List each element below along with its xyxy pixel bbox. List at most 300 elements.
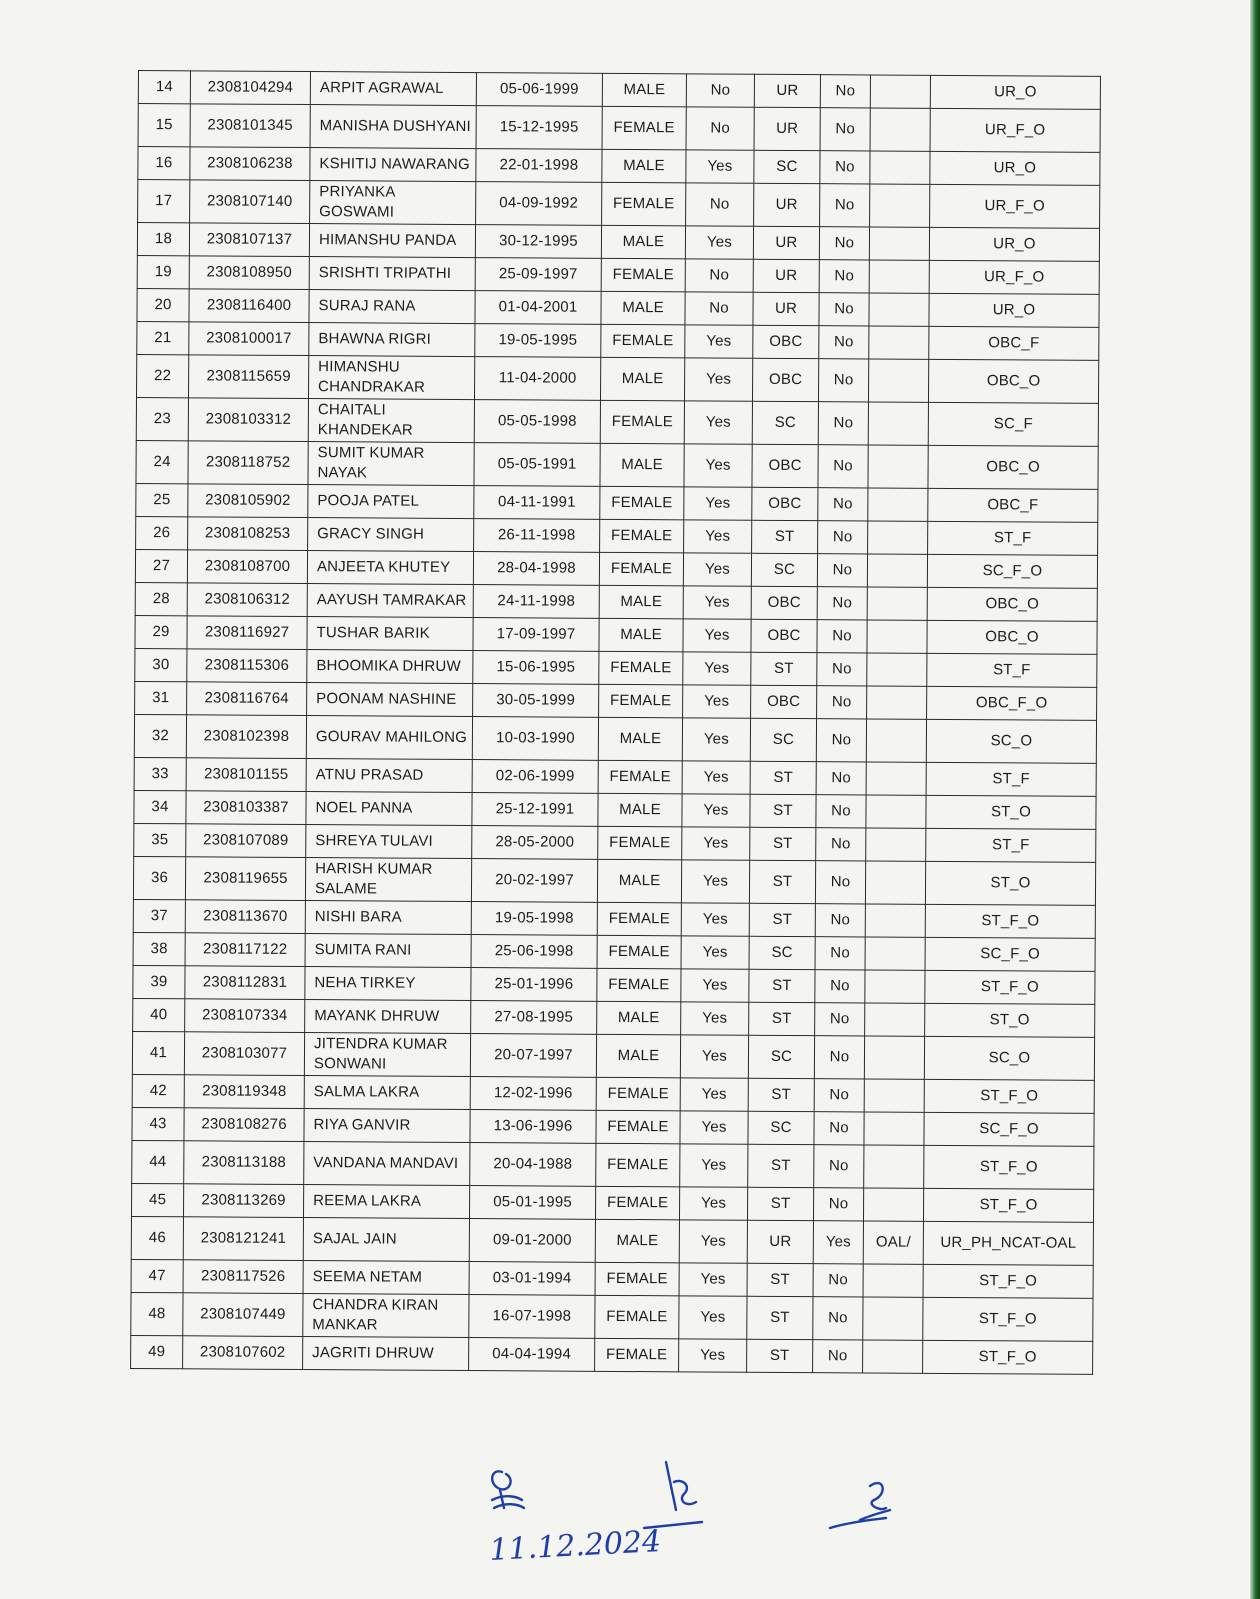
cell-candidate-name: RIYA GANVIR	[304, 1109, 470, 1143]
cell-gender: MALE	[599, 618, 683, 652]
cell-ph: No	[814, 1145, 864, 1188]
cell-domicile: Yes	[680, 1144, 748, 1187]
cell-ph: No	[818, 445, 868, 488]
cell-ph: No	[815, 937, 865, 970]
cell-sno: 41	[132, 1031, 184, 1074]
cell-candidate-name: SUMIT KUMAR NAYAK	[308, 442, 474, 486]
cell-dob: 25-06-1998	[471, 935, 597, 969]
cell-gender: FEMALE	[600, 400, 684, 444]
table-row	[131, 1216, 1093, 1265]
cell-roll-no: 2308107140	[190, 180, 310, 224]
cell-candidate-name: ATNU PRASAD	[306, 759, 472, 793]
cell-candidate-name: ANJEETA KHUTEY	[307, 551, 473, 585]
cell-ph: No	[814, 1036, 864, 1079]
cell-candidate-name: PRIYANKA GOSWAMI	[310, 181, 476, 225]
cell-category: UR	[753, 259, 819, 292]
cell-sub-category	[864, 1145, 924, 1188]
cell-gender: FEMALE	[599, 552, 683, 586]
cell-allotted-category: ST_F_O	[923, 1297, 1093, 1341]
cell-allotted-category: UR_O	[929, 227, 1099, 261]
cell-sub-category	[866, 828, 926, 861]
cell-ph: No	[818, 488, 868, 521]
cell-candidate-name: SHREYA TULAVI	[306, 825, 472, 859]
cell-allotted-category: UR_F_O	[930, 184, 1100, 228]
cell-roll-no: 2308108700	[187, 550, 307, 584]
cell-sub-category	[864, 1112, 924, 1145]
cell-candidate-name: BHAWNA RIGRI	[309, 323, 475, 357]
cell-sno: 26	[136, 516, 188, 549]
cell-roll-no: 2308105902	[188, 484, 308, 518]
cell-sno: 48	[131, 1292, 183, 1335]
cell-category: ST	[749, 903, 815, 936]
cell-roll-no: 2308115306	[187, 649, 307, 683]
cell-roll-no: 2308116400	[189, 289, 309, 323]
cell-roll-no: 2308106312	[187, 583, 307, 617]
cell-gender: FEMALE	[600, 486, 684, 520]
cell-sub-category	[869, 227, 929, 260]
cell-ph: No	[813, 1340, 863, 1373]
cell-domicile: Yes	[682, 718, 750, 761]
cell-roll-no: 2308118752	[188, 441, 308, 485]
cell-sno: 43	[132, 1107, 184, 1140]
cell-sno: 22	[136, 354, 188, 397]
cell-gender: FEMALE	[596, 1110, 680, 1144]
cell-sub-category	[867, 653, 927, 686]
cell-domicile: Yes	[683, 652, 751, 685]
cell-sno: 30	[135, 648, 187, 681]
cell-domicile: Yes	[685, 325, 753, 358]
cell-ph: No	[817, 587, 867, 620]
cell-candidate-name: GOURAV MAHILONG	[306, 716, 472, 760]
cell-domicile: No	[685, 259, 753, 292]
table-row	[138, 104, 1100, 153]
signature-2-stroke	[644, 1462, 702, 1528]
cell-sno: 38	[133, 932, 185, 965]
cell-category: UR	[753, 226, 819, 259]
cell-sno: 17	[138, 180, 190, 223]
cell-ph: No	[820, 184, 870, 227]
cell-allotted-category: OBC_O	[928, 359, 1098, 403]
cell-candidate-name: VANDANA MANDAVI	[304, 1142, 470, 1186]
cell-sno: 33	[134, 757, 186, 790]
cell-gender: FEMALE	[599, 651, 683, 685]
cell-allotted-category: ST_F	[926, 828, 1096, 862]
cell-dob: 25-12-1991	[472, 793, 598, 827]
cell-sub-category	[867, 554, 927, 587]
cell-candidate-name: SURAJ RANA	[309, 290, 475, 324]
cell-ph: No	[819, 227, 869, 260]
cell-candidate-name: SRISHTI TRIPATHI	[309, 257, 475, 291]
cell-category: ST	[750, 761, 816, 794]
cell-sno: 29	[135, 615, 187, 648]
cell-candidate-name: TUSHAR BARIK	[307, 617, 473, 651]
cell-dob: 16-07-1998	[469, 1295, 595, 1339]
cell-roll-no: 2308101155	[186, 758, 306, 792]
cell-roll-no: 2308100017	[189, 322, 309, 356]
cell-dob: 28-04-1998	[473, 552, 599, 586]
cell-roll-no: 2308112831	[185, 966, 305, 1000]
cell-roll-no: 2308103077	[184, 1032, 304, 1076]
cell-sub-category	[867, 620, 927, 653]
cell-gender: FEMALE	[598, 760, 682, 794]
cell-category: UR	[747, 1220, 813, 1263]
cell-gender: MALE	[597, 859, 681, 903]
signature-marks	[470, 1450, 950, 1580]
candidate-list-sheet	[130, 70, 1100, 1375]
cell-domicile: Yes	[682, 827, 750, 860]
cell-allotted-category: SC_F	[928, 402, 1098, 446]
cell-domicile: Yes	[683, 619, 751, 652]
cell-domicile: Yes	[681, 969, 749, 1002]
cell-ph: No	[820, 75, 870, 108]
cell-gender: FEMALE	[595, 1262, 679, 1296]
cell-ph: No	[815, 970, 865, 1003]
cell-candidate-name: GRACY SINGH	[308, 518, 474, 552]
cell-sub-category	[865, 904, 925, 937]
cell-dob: 05-05-1998	[474, 400, 600, 444]
cell-category: SC	[748, 1111, 814, 1144]
cell-roll-no: 2308113670	[185, 900, 305, 934]
cell-sub-category	[863, 1297, 923, 1340]
cell-category: SC	[752, 401, 818, 444]
cell-candidate-name: NOEL PANNA	[306, 792, 472, 826]
cell-gender: MALE	[599, 585, 683, 619]
cell-ph: No	[816, 828, 866, 861]
cell-sub-category	[866, 719, 926, 762]
cell-candidate-name: BHOOMIKA DHRUW	[307, 650, 473, 684]
cell-allotted-category: OBC_F	[929, 326, 1099, 360]
cell-sno: 25	[136, 483, 188, 516]
cell-sno: 39	[133, 965, 185, 998]
table-row	[136, 354, 1098, 403]
cell-domicile: No	[686, 74, 754, 107]
cell-allotted-category: OBC_O	[927, 620, 1097, 654]
cell-gender: MALE	[597, 1001, 681, 1035]
cell-category: OBC	[752, 444, 818, 487]
cell-domicile: Yes	[679, 1339, 747, 1372]
cell-sno: 18	[137, 223, 189, 256]
cell-category: ST	[749, 969, 815, 1002]
cell-domicile: Yes	[680, 1035, 748, 1078]
cell-gender: FEMALE	[596, 1077, 680, 1111]
cell-sub-category	[868, 521, 928, 554]
cell-candidate-name: REEMA LAKRA	[303, 1185, 469, 1219]
cell-dob: 12-02-1996	[470, 1077, 596, 1111]
cell-gender: MALE	[601, 291, 685, 325]
cell-ph: No	[816, 795, 866, 828]
cell-sub-category	[867, 587, 927, 620]
cell-sno: 15	[138, 104, 190, 147]
cell-sno: 24	[136, 440, 188, 483]
cell-candidate-name: SUMITA RANI	[305, 934, 471, 968]
cell-candidate-name: NISHI BARA	[305, 901, 471, 935]
cell-ph: No	[815, 1003, 865, 1036]
cell-gender: FEMALE	[597, 902, 681, 936]
cell-roll-no: 2308106238	[190, 147, 310, 181]
table-row	[136, 440, 1098, 489]
cell-ph: No	[813, 1297, 863, 1340]
cell-category: ST	[747, 1339, 813, 1372]
cell-domicile: Yes	[684, 401, 752, 444]
cell-sub-category	[865, 970, 925, 1003]
cell-category: ST	[749, 1002, 815, 1035]
cell-gender: FEMALE	[599, 684, 683, 718]
cell-candidate-name: KSHITIJ NAWARANG	[310, 148, 476, 182]
cell-sno: 36	[133, 856, 185, 899]
cell-sub-category	[867, 686, 927, 719]
cell-dob: 03-01-1994	[469, 1262, 595, 1296]
cell-candidate-name: CHANDRA KIRAN MANKAR	[303, 1294, 469, 1338]
cell-domicile: Yes	[684, 444, 752, 487]
cell-allotted-category: OBC_F	[928, 488, 1098, 522]
cell-domicile: Yes	[683, 685, 751, 718]
signature-date: 11.12.2024	[488, 1524, 662, 1568]
cell-candidate-name: MANISHA DUSHYANI	[310, 105, 476, 149]
cell-roll-no: 2308107137	[189, 223, 309, 257]
cell-dob: 04-04-1994	[469, 1338, 595, 1372]
cell-dob: 26-11-1998	[474, 519, 600, 553]
cell-dob: 05-05-1991	[474, 443, 600, 487]
cell-dob: 20-04-1988	[470, 1143, 596, 1187]
table-row	[136, 397, 1098, 446]
cell-allotted-category: ST_F	[928, 521, 1098, 555]
cell-roll-no: 2308104294	[190, 71, 310, 105]
cell-dob: 02-06-1999	[472, 760, 598, 794]
table-row	[132, 1031, 1094, 1080]
cell-allotted-category: SC_F_O	[925, 937, 1095, 971]
cell-ph: No	[819, 326, 869, 359]
cell-sub-category	[865, 861, 925, 904]
cell-allotted-category: ST_O	[925, 861, 1095, 905]
cell-gender: FEMALE	[601, 324, 685, 358]
cell-sno: 14	[138, 71, 190, 104]
cell-sub-category	[868, 488, 928, 521]
cell-ph: No	[816, 719, 866, 762]
cell-sub-category	[865, 937, 925, 970]
cell-gender: FEMALE	[595, 1338, 679, 1372]
signature-area	[470, 1450, 950, 1580]
cell-sno: 45	[131, 1183, 183, 1216]
cell-candidate-name: MAYANK DHRUW	[305, 1000, 471, 1034]
cell-ph: No	[813, 1188, 863, 1221]
cell-dob: 25-01-1996	[471, 968, 597, 1002]
cell-allotted-category: UR_F_O	[929, 260, 1099, 294]
cell-candidate-name: SEEMA NETAM	[303, 1261, 469, 1295]
cell-ph: Yes	[813, 1221, 863, 1264]
cell-domicile: Yes	[680, 1078, 748, 1111]
signature-3-stroke	[830, 1483, 890, 1528]
cell-domicile: Yes	[682, 761, 750, 794]
cell-dob: 15-12-1995	[476, 106, 602, 150]
cell-sub-category	[869, 260, 929, 293]
cell-domicile: Yes	[680, 1111, 748, 1144]
cell-sub-category	[863, 1264, 923, 1297]
cell-category: OBC	[751, 685, 817, 718]
cell-domicile: Yes	[679, 1187, 747, 1220]
cell-sub-category	[868, 445, 928, 488]
cell-dob: 30-12-1995	[475, 225, 601, 259]
cell-domicile: Yes	[682, 794, 750, 827]
cell-dob: 01-04-2001	[475, 291, 601, 325]
cell-candidate-name: NEHA TIRKEY	[305, 967, 471, 1001]
cell-sub-category	[866, 762, 926, 795]
cell-allotted-category: ST_F	[927, 653, 1097, 687]
cell-sub-category	[870, 108, 930, 151]
cell-domicile: No	[685, 292, 753, 325]
cell-allotted-category: ST_F_O	[924, 1079, 1094, 1113]
cell-gender: MALE	[598, 717, 682, 761]
cell-sno: 19	[137, 255, 189, 288]
cell-sno: 49	[131, 1335, 183, 1368]
cell-sub-category	[870, 184, 930, 227]
cell-dob: 22-01-1998	[476, 149, 602, 183]
cell-sub-category	[869, 293, 929, 326]
cell-gender: FEMALE	[595, 1295, 679, 1339]
cell-allotted-category: ST_F_O	[923, 1188, 1093, 1222]
cell-candidate-name: HIMANSHU PANDA	[309, 224, 475, 258]
cell-roll-no: 2308116927	[187, 616, 307, 650]
cell-candidate-name: AAYUSH TAMRAKAR	[307, 584, 473, 618]
cell-category: ST	[750, 794, 816, 827]
cell-category: UR	[753, 292, 819, 325]
cell-allotted-category: SC_F_O	[924, 1112, 1094, 1146]
cell-roll-no: 2308101345	[190, 104, 310, 148]
cell-roll-no: 2308113188	[184, 1141, 304, 1185]
cell-domicile: No	[686, 107, 754, 150]
cell-allotted-category: ST_F_O	[923, 1340, 1093, 1374]
cell-category: UR	[754, 74, 820, 107]
cell-dob: 10-03-1990	[472, 717, 598, 761]
cell-domicile: Yes	[686, 150, 754, 183]
cell-category: ST	[747, 1296, 813, 1339]
cell-ph: No	[818, 359, 868, 402]
cell-gender: MALE	[598, 793, 682, 827]
cell-domicile: Yes	[684, 520, 752, 553]
cell-ph: No	[819, 260, 869, 293]
table-row	[134, 714, 1096, 763]
cell-candidate-name: POOJA PATEL	[308, 485, 474, 519]
cell-domicile: Yes	[679, 1263, 747, 1296]
cell-ph: No	[815, 861, 865, 904]
cell-ph: No	[815, 904, 865, 937]
table-row	[138, 180, 1100, 229]
cell-allotted-category: ST_F_O	[924, 1145, 1094, 1189]
cell-gender: FEMALE	[601, 258, 685, 292]
cell-dob: 04-11-1991	[474, 486, 600, 520]
cell-dob: 05-01-1995	[469, 1186, 595, 1220]
cell-roll-no: 2308108253	[188, 517, 308, 551]
cell-category: UR	[754, 107, 820, 150]
cell-gender: MALE	[600, 443, 684, 487]
cell-roll-no: 2308115659	[188, 355, 308, 399]
cell-ph: No	[814, 1112, 864, 1145]
cell-domicile: Yes	[684, 487, 752, 520]
cell-domicile: No	[686, 183, 754, 226]
cell-gender: MALE	[602, 149, 686, 183]
cell-sno: 23	[136, 397, 188, 440]
cell-roll-no: 2308116764	[187, 682, 307, 716]
cell-ph: No	[817, 686, 867, 719]
cell-allotted-category: OBC_O	[927, 587, 1097, 621]
cell-allotted-category: OBC_F_O	[927, 686, 1097, 720]
cell-roll-no: 2308117122	[185, 933, 305, 967]
cell-roll-no: 2308121241	[183, 1217, 303, 1261]
cell-domicile: Yes	[681, 936, 749, 969]
cell-candidate-name: JITENDRA KUMAR SONWANI	[304, 1033, 470, 1077]
cell-gender: FEMALE	[596, 1143, 680, 1187]
cell-sub-category	[868, 402, 928, 445]
cell-sno: 32	[134, 714, 186, 757]
cell-allotted-category: ST_F_O	[923, 1264, 1093, 1298]
cell-domicile: Yes	[681, 860, 749, 903]
cell-category: SC	[754, 150, 820, 183]
cell-gender: FEMALE	[597, 968, 681, 1002]
cell-candidate-name: POONAM NASHINE	[307, 683, 473, 717]
cell-category: SC	[751, 553, 817, 586]
cell-candidate-name: ARPIT AGRAWAL	[310, 72, 476, 106]
cell-category: ST	[751, 652, 817, 685]
cell-sno: 20	[137, 288, 189, 321]
cell-candidate-name: HARISH KUMAR SALAME	[305, 858, 471, 902]
cell-sub-category	[863, 1340, 923, 1373]
cell-dob: 15-06-1995	[473, 651, 599, 685]
cell-allotted-category: UR_PH_NCAT-OAL	[923, 1221, 1093, 1265]
cell-domicile: Yes	[679, 1220, 747, 1263]
cell-allotted-category: OBC_O	[928, 445, 1098, 489]
cell-allotted-category: ST_F_O	[925, 904, 1095, 938]
cell-dob: 11-04-2000	[474, 357, 600, 401]
cell-category: ST	[748, 1078, 814, 1111]
cell-sub-category	[870, 151, 930, 184]
cell-sub-category: OAL/	[863, 1221, 923, 1264]
cell-roll-no: 2308119348	[184, 1075, 304, 1109]
cell-allotted-category: UR_F_O	[930, 108, 1100, 152]
table-row	[131, 1292, 1093, 1341]
cell-dob: 20-02-1997	[471, 859, 597, 903]
cell-dob: 05-06-1999	[476, 73, 602, 107]
cell-sno: 34	[134, 790, 186, 823]
cell-category: OBC	[752, 358, 818, 401]
cell-gender: MALE	[596, 1034, 680, 1078]
cell-category: ST	[752, 520, 818, 553]
cell-ph: No	[820, 108, 870, 151]
cell-gender: MALE	[595, 1219, 679, 1263]
cell-sno: 35	[134, 823, 186, 856]
cell-domicile: Yes	[679, 1296, 747, 1339]
cell-roll-no: 2308113269	[183, 1184, 303, 1218]
cell-dob: 17-09-1997	[473, 618, 599, 652]
cell-dob: 30-05-1999	[473, 684, 599, 718]
signature-1-stroke	[492, 1471, 524, 1508]
cell-roll-no: 2308102398	[186, 715, 306, 759]
cell-allotted-category: UR_O	[930, 75, 1100, 109]
cell-category: OBC	[751, 619, 817, 652]
cell-domicile: Yes	[681, 903, 749, 936]
cell-ph: No	[813, 1264, 863, 1297]
cell-category: ST	[750, 827, 816, 860]
cell-category: SC	[750, 718, 816, 761]
cell-allotted-category: UR_O	[929, 293, 1099, 327]
cell-sno: 31	[135, 681, 187, 714]
cell-sno: 37	[133, 899, 185, 932]
cell-sub-category	[866, 795, 926, 828]
cell-candidate-name: HIMANSHU CHANDRAKAR	[308, 356, 474, 400]
cell-category: ST	[747, 1187, 813, 1220]
cell-roll-no: 2308108276	[184, 1108, 304, 1142]
cell-roll-no: 2308103312	[188, 398, 308, 442]
cell-allotted-category: SC_F_O	[927, 554, 1097, 588]
cell-domicile: Yes	[685, 226, 753, 259]
